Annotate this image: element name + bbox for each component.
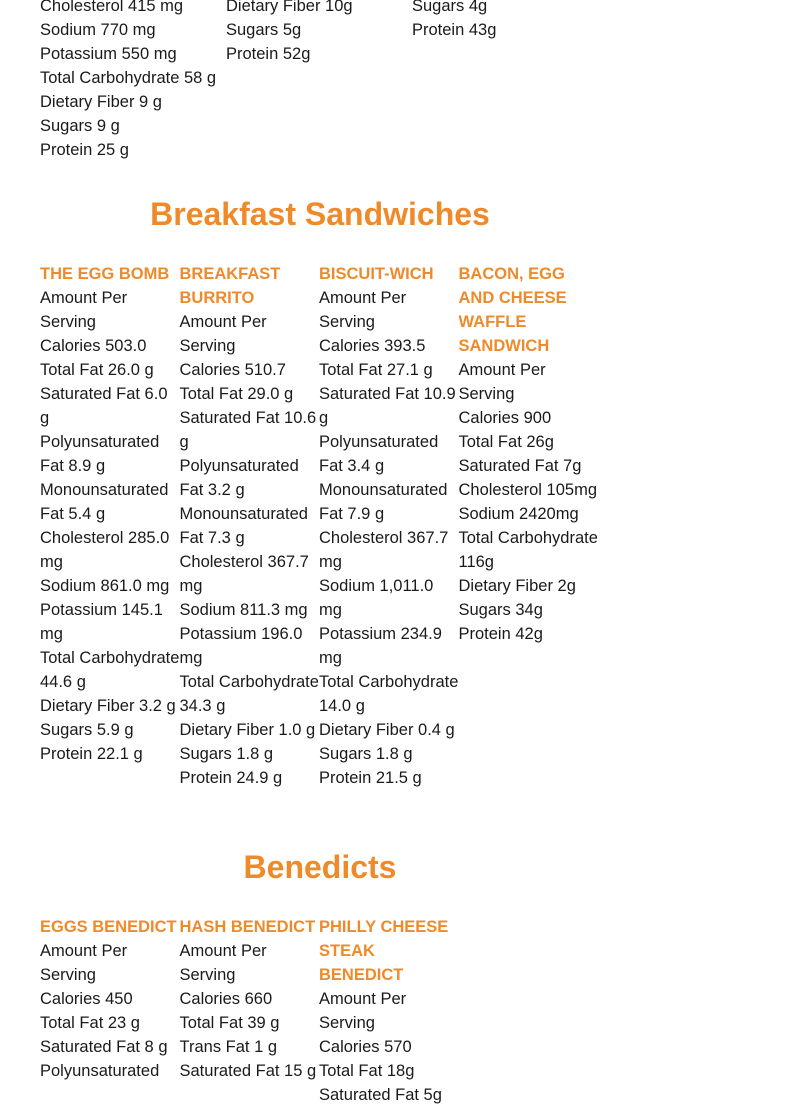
nutrition-fact: Total Carbohydrate 14.0 g (319, 673, 459, 715)
nutrition-fact: Amount Per Serving (319, 990, 407, 1032)
nutrition-fact: Polyunsaturated (40, 1062, 160, 1080)
nutrition-fact: Cholesterol 285.0 mg (40, 529, 170, 571)
nutrition-fact: Total Fat 18g (319, 1062, 415, 1080)
nutrition-fact: Protein 22.1 g (40, 745, 143, 763)
nutrition-fact: Amount Per Serving (40, 942, 128, 984)
item-title: THE EGG BOMB (40, 265, 170, 283)
item-title: BACON, EGG AND CHEESE WAFFLE SANDWICH (458, 265, 567, 355)
nutrition-fact: Monounsaturated Fat 5.4 g (40, 481, 169, 523)
nutrition-fact: Dietary Fiber 10g (226, 0, 353, 15)
breakfast-sandwiches-row (40, 262, 598, 790)
nutrition-fact: Saturated Fat 6.0 g (40, 385, 168, 427)
nutrition-fact: Saturated Fat 7g (458, 457, 582, 475)
nutrition-fact: Calories 660 (179, 990, 273, 1008)
nutrition-fact: Potassium 234.9 mg (319, 625, 442, 667)
item-title: PHILLY CHEESE STEAK BENEDICT (319, 918, 449, 984)
nutrition-fact: Sodium 861.0 mg (40, 577, 170, 595)
nutrition-fact: Protein 24.9 g (179, 769, 283, 787)
nutrition-fact: Saturated Fat 10.6 g (179, 409, 317, 451)
nutrition-fact: Sodium 811.3 mg (179, 601, 308, 619)
nutrition-fact: Saturated Fat 15 g (179, 1062, 317, 1080)
nutrition-fact: Monounsaturated Fat 7.9 g (319, 481, 448, 523)
nutrition-fact: Calories 393.5 (319, 337, 426, 355)
nutrition-fact: Dietary Fiber 9 g (40, 93, 162, 111)
nutrition-fact: Amount Per Serving (458, 361, 546, 403)
nutrition-fact: Calories 450 (40, 990, 133, 1008)
nutrition-fact: Sugars 34g (458, 601, 543, 619)
nutrition-fact: Cholesterol 105mg (458, 481, 597, 499)
nutrition-fact: Cholesterol 367.7 mg (179, 553, 309, 595)
item-title: BISCUIT-WICH (319, 265, 434, 283)
nutrition-fact: Total Carbohydrate 116g (458, 529, 598, 571)
benedicts-row (40, 915, 459, 1107)
nutrition-fact: Calories 900 (458, 409, 552, 427)
benedict-item (40, 915, 180, 1107)
nutrition-fact: Potassium 550 mg (40, 45, 177, 63)
nutrition-fact: Polyunsaturated Fat 3.4 g (319, 433, 439, 475)
nutrition-fact: Sugars 1.8 g (179, 745, 274, 763)
breakfast-sandwich-item (40, 262, 180, 790)
nutrition-fact: Protein 21.5 g (319, 769, 422, 787)
nutrition-fact: Total Carbohydrate 58 g (40, 69, 217, 87)
continued-item (40, 0, 226, 162)
nutrition-fact: Sodium 1,011.0 mg (319, 577, 434, 619)
nutrition-fact: Total Fat 26g (458, 433, 554, 451)
nutrition-fact: Sugars 5.9 g (40, 721, 134, 739)
benedict-item (180, 915, 320, 1107)
nutrition-fact: Polyunsaturated Fat 8.9 g (40, 433, 160, 475)
nutrition-fact: Amount Per Serving (319, 289, 407, 331)
item-title: HASH BENEDICT (179, 918, 316, 936)
breakfast-sandwich-item (319, 262, 459, 790)
nutrition-fact: Saturated Fat 8 g (40, 1038, 168, 1056)
nutrition-fact: Amount Per Serving (179, 313, 267, 355)
nutrition-fact: Sugars 1.8 g (319, 745, 413, 763)
nutrition-fact: Potassium 145.1 mg (40, 601, 163, 643)
nutrition-fact: Total Fat 39 g (179, 1014, 280, 1032)
nutrition-fact: Calories 503.0 (40, 337, 147, 355)
nutrition-fact: Total Carbohydrate 34.3 g (179, 673, 319, 715)
nutrition-fact: Potassium 196.0 mg (179, 625, 303, 667)
nutrition-fact: Total Fat 23 g (40, 1014, 140, 1032)
continued-item (226, 0, 412, 162)
nutrition-fact: Dietary Fiber 2g (458, 577, 576, 595)
nutrition-fact: Dietary Fiber 0.4 g (319, 721, 455, 739)
nutrition-fact: Saturated Fat 5g (319, 1086, 442, 1104)
nutrition-fact: Protein 52g (226, 45, 311, 63)
nutrition-fact: Total Fat 29.0 g (179, 385, 294, 403)
nutrition-fact: Sugars 9 g (40, 117, 120, 135)
nutrition-fact: Calories 510.7 (179, 361, 286, 379)
nutrition-fact: Total Fat 27.1 g (319, 361, 433, 379)
nutrition-fact: Cholesterol 367.7 mg (319, 529, 449, 571)
nutrition-fact: Protein 43g (412, 21, 497, 39)
nutrition-fact: Dietary Fiber 1.0 g (179, 721, 316, 739)
nutrition-fact: Saturated Fat 10.9 g (319, 385, 456, 427)
nutrition-fact: Protein 25 g (40, 141, 129, 159)
section-heading-benedicts: Benedicts (243, 849, 397, 885)
nutrition-fact: Polyunsaturated Fat 3.2 g (179, 457, 299, 499)
nutrition-fact: Sodium 2420mg (458, 505, 579, 523)
breakfast-sandwich-item (180, 262, 320, 790)
nutrition-fact: Dietary Fiber 3.2 g (40, 697, 176, 715)
nutrition-fact: Total Carbohydrate 44.6 g (40, 649, 180, 691)
section-heading-breakfast-sandwiches: Breakfast Sandwiches (150, 196, 490, 232)
nutrition-fact: Cholesterol 415 mg (40, 0, 184, 15)
nutrition-fact: Calories 570 (319, 1038, 412, 1056)
item-title: EGGS BENEDICT (40, 918, 177, 936)
nutrition-fact: Amount Per Serving (179, 942, 267, 984)
benedict-item (319, 915, 459, 1107)
nutrition-fact: Sugars 4g (412, 0, 488, 15)
breakfast-sandwich-item (459, 262, 599, 790)
continued-item (412, 0, 598, 162)
nutrition-fact: Amount Per Serving (40, 289, 128, 331)
continued-items-row (40, 0, 598, 162)
nutrition-fact: Sugars 5g (226, 21, 302, 39)
nutrition-fact: Total Fat 26.0 g (40, 361, 154, 379)
nutrition-fact: Monounsaturated Fat 7.3 g (179, 505, 308, 547)
nutrition-fact: Sodium 770 mg (40, 21, 156, 39)
nutrition-fact: Trans Fat 1 g (179, 1038, 278, 1056)
nutrition-fact: Protein 42g (458, 625, 543, 643)
item-title: BREAKFAST BURRITO (179, 265, 281, 307)
